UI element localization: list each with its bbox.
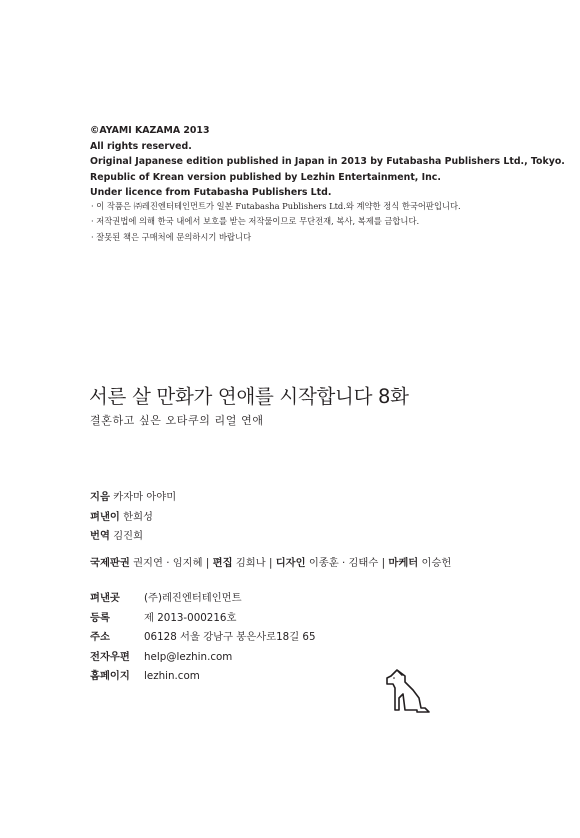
book-title: 서른 살 만화가 연애를 시작합니다 8화 — [89, 385, 409, 408]
address-row — [90, 628, 316, 648]
staff-separator: | — [268, 557, 273, 569]
notice-item: · 이 작품은 ㈜레진엔터테인먼트가 일본 Futabasha Publishers Ltd.와 계약한 정식 한국어판입니다. — [91, 201, 461, 211]
copyright-line: Original Japanese edition published in Japan in 2013 by Futabasha Publishers Ltd., Tokyo. — [90, 156, 565, 168]
copyright-line: Republic of Krean version published by Lezhin Entertainment, Inc. — [90, 171, 441, 183]
credit-row-author — [90, 488, 176, 508]
staff-value: 이종훈 · 김태수 — [308, 557, 379, 569]
credit-row-translator — [90, 527, 176, 547]
email-label: 전자우편 — [90, 650, 130, 663]
publisher-info — [90, 589, 316, 687]
notice-item: · 잘못된 책은 구매처에 문의하시기 바랍니다 — [91, 231, 252, 242]
homepage-value: lezhin.com — [144, 670, 200, 682]
credit-label: 번역 — [90, 530, 110, 542]
book-subtitle: 결혼하고 싶은 오타쿠의 리얼 연애 — [90, 414, 264, 427]
staff-value: 김희나 — [235, 557, 266, 569]
credit-row-publisher — [90, 508, 176, 528]
copyright-line: Under licence from Futabasha Publishers Ltd. — [90, 187, 332, 199]
staff-value: 권지연 · 임지혜 — [133, 557, 203, 569]
address-label: 주소 — [90, 631, 110, 643]
dog-icon — [385, 668, 433, 714]
address-value: 06128 서울 강남구 봉은사로18길 65 — [144, 631, 316, 643]
homepage-row — [90, 667, 316, 687]
email-row — [90, 648, 316, 668]
notice-list — [91, 199, 461, 245]
credit-value: 김진희 — [113, 530, 144, 542]
registration-label: 등록 — [90, 611, 110, 624]
staff-label: 국제판권 — [90, 557, 130, 569]
registration-row — [90, 609, 316, 629]
homepage-label: 홈페이지 — [90, 670, 130, 682]
staff-line — [90, 554, 451, 569]
credits-block — [90, 488, 176, 547]
credit-value: 한희성 — [123, 510, 153, 523]
copyright-line: All rights reserved. — [90, 140, 192, 152]
email-value: help@lezhin.com — [144, 650, 233, 663]
publisher-label: 펴낸곳 — [90, 592, 120, 604]
staff-separator: | — [205, 557, 210, 569]
copyright-line: ©AYAMI KAZAMA 2013 — [90, 125, 210, 136]
credit-label: 펴낸이 — [90, 510, 120, 523]
staff-label: 디자인 — [275, 557, 306, 569]
publisher-row — [90, 589, 316, 609]
copyright-block — [90, 123, 565, 201]
credit-value: 카자마 아야미 — [113, 491, 177, 503]
credit-label: 지음 — [90, 491, 110, 503]
staff-value: 이승헌 — [421, 557, 452, 569]
publisher-value: (주)레진엔터테인먼트 — [144, 592, 242, 604]
staff-label: 마케터 — [388, 557, 419, 569]
staff-label: 편집 — [212, 557, 233, 569]
notice-item: · 저작권법에 의해 한국 내에서 보호를 받는 저작물이므로 무단전재, 복사, 복제를 금합니다. — [91, 216, 420, 227]
registration-value: 제 2013-000216호 — [144, 611, 237, 624]
staff-separator: | — [381, 557, 386, 569]
